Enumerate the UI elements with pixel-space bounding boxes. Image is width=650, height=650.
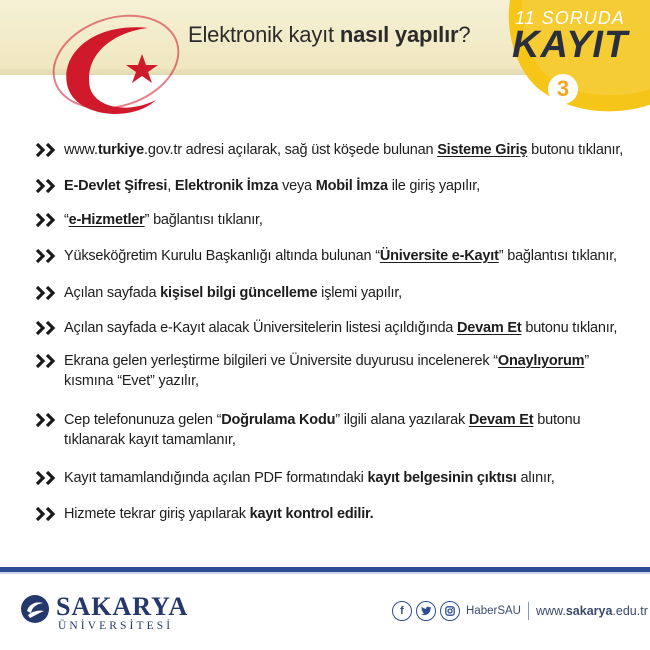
step-text: Yükseköğretim Kurulu Başkanlığı altında bulunan “Üniversite e-Kayıt” bağlantısı tıklanır,	[64, 248, 617, 264]
instagram-icon[interactable]	[440, 601, 460, 621]
university-name: SAKARYA	[56, 592, 189, 621]
double-chevron-icon	[36, 142, 58, 158]
double-chevron-icon	[36, 212, 58, 228]
social-bar	[392, 601, 648, 621]
step-item	[36, 351, 636, 391]
double-chevron-icon	[36, 412, 58, 428]
website-link[interactable]: www.sakarya.edu.tr	[535, 604, 648, 618]
badge-line1: 11 SORUDA	[515, 8, 625, 28]
sakarya-university-logo-icon	[20, 594, 50, 624]
double-chevron-icon	[36, 285, 58, 301]
step-text: Hizmete tekrar giriş yapılarak kayıt kontrol edilir.	[64, 506, 374, 522]
twitter-icon[interactable]	[416, 601, 436, 621]
badge-number: 3	[548, 74, 578, 104]
step-item	[36, 468, 636, 488]
step-text: Cep telefonunuza gelen “Doğrulama Kodu” ilgili alana yazılarak Devam Et butonu tıklanarak kayıt tamamlanır,	[64, 412, 581, 448]
step-item	[36, 246, 636, 266]
step-item	[36, 140, 636, 160]
double-chevron-icon	[36, 178, 58, 194]
double-chevron-icon	[36, 248, 58, 264]
step-item	[36, 504, 636, 524]
double-chevron-icon	[36, 470, 58, 486]
double-chevron-icon	[36, 353, 58, 369]
double-chevron-icon	[36, 506, 58, 522]
step-item	[36, 410, 636, 450]
step-item	[36, 176, 636, 196]
step-text: E-Devlet Şifresi, Elektronik İmza veya Mobil İmza ile giriş yapılır,	[64, 178, 480, 194]
social-handle[interactable]: HaberSAU	[466, 605, 521, 617]
separator	[528, 602, 529, 620]
step-text: Ekrana gelen yerleştirme bilgileri ve Üniversite duyurusu incelenerek “Onaylıyorum” kısmına “Evet” yazılır,	[64, 353, 589, 389]
step-item	[36, 283, 636, 303]
step-item	[36, 318, 636, 338]
crescent-star-logo	[38, 10, 188, 120]
step-text: “e-Hizmetler” bağlantısı tıklanır,	[64, 212, 263, 228]
step-text: Açılan sayfada e-Kayıt alacak Üniversitelerin listesi açıldığında Devam Et butonu tıklanır,	[64, 320, 618, 336]
page-title: Elektronik kayıt nasıl yapılır?	[188, 22, 471, 47]
university-subtitle: ÜNİVERSİTESİ	[58, 620, 174, 632]
facebook-icon[interactable]: f	[392, 601, 412, 621]
step-text: Kayıt tamamlandığında açılan PDF formatındaki kayıt belgesinin çıktısı alınır,	[64, 470, 555, 486]
step-text: www.turkiye.gov.tr adresi açılarak, sağ üst köşede bulunan Sisteme Giriş butonu tıklanır,	[64, 142, 624, 158]
step-text: Açılan sayfada kişisel bilgi güncelleme işlemi yapılır,	[64, 285, 402, 301]
double-chevron-icon	[36, 320, 58, 336]
badge-line2: KAYIT	[512, 24, 629, 66]
step-item	[36, 210, 636, 230]
